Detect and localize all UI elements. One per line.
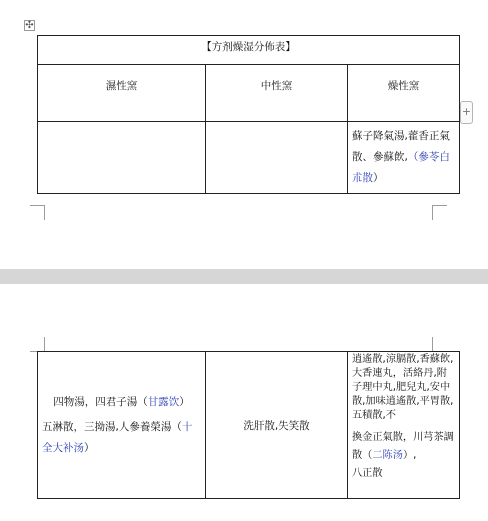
page-gap	[0, 269, 488, 284]
row2-dry-block2: 換金正氣散，川芎茶調散（	[352, 432, 454, 461]
table-title-cell	[38, 36, 460, 65]
row2-dry-cell	[348, 352, 460, 499]
row1-dry-link: （參苓白朮散	[352, 151, 450, 184]
row2-wet-link2: 十全大补汤	[42, 420, 193, 454]
row2-neutral-text: 洗肝散,失笑散	[243, 419, 310, 432]
row2-wet-line1: 四物湯，四君子湯（	[53, 395, 148, 408]
header-wet: 濕性窯	[38, 65, 206, 122]
dryness-distribution-table	[37, 35, 460, 194]
row2-wet-cell	[38, 352, 206, 499]
crop-mark-bottom-left	[30, 205, 45, 220]
crop-mark-bottom-right	[432, 205, 447, 220]
add-column-icon[interactable]: +	[460, 101, 473, 124]
row2-wet-line1-end: ）	[179, 395, 190, 408]
row2-wet-line2: 五淋散，三拗湯,人參養榮湯（	[42, 420, 182, 433]
table-move-handle-icon[interactable]: ✣	[25, 20, 34, 31]
crop-mark-top-left	[30, 337, 45, 352]
row2-dry-block1: 逍遙散,涼膈散,香蘇飲,大香連丸，活絡丹,附子理中丸,肥兒丸,安中散,加味逍遙散,平胃散,五積散,不	[352, 354, 454, 421]
row1-wet-cell	[38, 122, 206, 194]
row1-dry-text: 蘇子降氣湯,藿香正氣散、參蘇飲,	[352, 130, 450, 163]
row2-wet-link1: 甘露饮	[147, 395, 180, 408]
dryness-distribution-table-continued	[37, 351, 460, 499]
row1-neutral-cell	[206, 122, 348, 194]
row2-wet-line2-end: ）	[84, 441, 95, 454]
row2-neutral-cell	[206, 352, 348, 499]
header-neutral: 中性窯	[206, 65, 348, 122]
header-dry: 燥性窯	[348, 65, 460, 122]
table-title: 【方剂燥湿分佈表】	[201, 41, 296, 53]
row2-dry-block2-end: ）,	[402, 450, 417, 461]
row2-dry-link: 二陈汤	[372, 450, 403, 461]
crop-mark-top-right	[432, 337, 447, 352]
row2-dry-block3: 八正散	[352, 468, 383, 479]
row1-dry-cell	[348, 122, 460, 194]
row1-dry-end: ）	[373, 172, 384, 184]
